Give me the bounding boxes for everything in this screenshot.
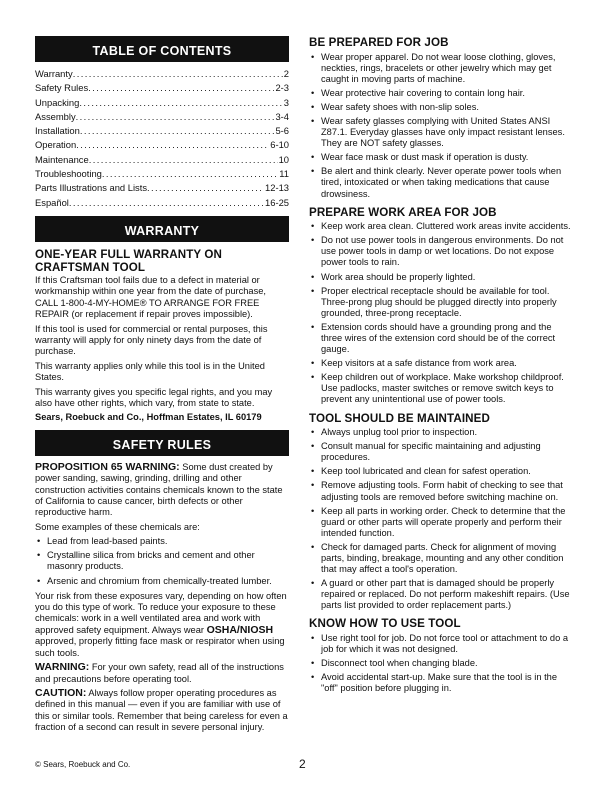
caution-text: Always follow proper operating procedures as defined in this manual — even if you are familiar with use of this or similar tools. Remember that being careless for even a fraction of a second can result in severe personal injury. bbox=[35, 687, 288, 733]
toc-label: Assembly bbox=[35, 110, 76, 122]
warning-paragraph bbox=[35, 662, 289, 685]
osha-niosh-label: OSHA/NIOSH bbox=[206, 623, 274, 636]
risk-paragraph bbox=[35, 591, 289, 659]
toc-page: 6-10 bbox=[270, 139, 289, 151]
toc-banner: TABLE OF CONTENTS bbox=[35, 36, 289, 62]
section-list bbox=[309, 221, 574, 405]
prop65-label: PROPOSITION 65 WARNING: bbox=[35, 460, 180, 473]
left-column bbox=[35, 36, 289, 737]
table-of-contents bbox=[35, 67, 289, 210]
warning-label: WARNING: bbox=[35, 661, 90, 674]
toc-leader-dots bbox=[73, 67, 283, 81]
toc-row bbox=[35, 167, 289, 181]
toc-page: 3 bbox=[283, 96, 289, 108]
warranty-banner: WARRANTY bbox=[35, 216, 289, 242]
list-item: • Always unplug tool prior to inspection. bbox=[309, 427, 574, 438]
list-item: • Remove adjusting tools. Form habit of checking to see that adjusting tools are removed before switching machine on. bbox=[309, 480, 574, 502]
safety-rules-banner: SAFETY RULES bbox=[35, 430, 289, 456]
section-heading: KNOW HOW TO USE TOOL bbox=[309, 617, 461, 631]
section-heading: TOOL SHOULD BE MAINTAINED bbox=[309, 411, 490, 425]
toc-page: 12-13 bbox=[265, 182, 289, 194]
safety-section bbox=[309, 412, 574, 612]
section-list bbox=[309, 52, 574, 200]
list-item: • Keep all parts in working order. Check to determine that the guard or other parts will operate properly and perform their intended function. bbox=[309, 506, 574, 539]
toc-label: Troubleshooting bbox=[35, 168, 102, 180]
section-heading: PREPARE WORK AREA FOR JOB bbox=[309, 205, 497, 219]
toc-label: Español bbox=[35, 196, 69, 208]
toc-leader-dots bbox=[76, 110, 275, 124]
toc-page: 10 bbox=[278, 153, 289, 165]
warning-text: For your own safety, read all of the instructions and precautions before operating tool. bbox=[35, 662, 284, 684]
toc-page: 3-4 bbox=[275, 110, 289, 122]
toc-row bbox=[35, 196, 289, 210]
section-list bbox=[309, 427, 574, 611]
safety-section bbox=[309, 617, 574, 694]
section-heading: BE PREPARED FOR JOB bbox=[309, 36, 449, 49]
safety-section bbox=[309, 206, 574, 406]
toc-page: 2 bbox=[283, 68, 289, 79]
copyright-footer: © Sears, Roebuck and Co. bbox=[35, 760, 131, 769]
toc-page: 16-25 bbox=[265, 196, 289, 208]
toc-label: Maintenance bbox=[35, 153, 89, 165]
warranty-paragraph: If this Craftsman tool fails due to a defect in material or workmanship within one year from the date of purchase, CALL 1-800-4-MY-HOME® TO ARRANGE FOR FREE REPAIR (or replacement if repair proves impossible). bbox=[35, 274, 266, 320]
safety-section bbox=[309, 36, 574, 200]
list-item: • Wear face mask or dust mask if operation is dusty. bbox=[309, 152, 574, 163]
warranty-heading: ONE-YEAR FULL WARRANTY ON CRAFTSMAN TOOL bbox=[35, 247, 222, 275]
list-item: • Keep visitors at a safe distance from work area. bbox=[309, 358, 574, 369]
caution-label: CAUTION: bbox=[35, 686, 87, 699]
chemicals-list bbox=[35, 536, 289, 586]
list-item: • Wear proper apparel. Do not wear loose clothing, gloves, neckties, rings, bracelets or other jewelry which may get caught in moving parts of machine. bbox=[309, 52, 574, 85]
list-item: • Be alert and think clearly. Never operate power tools when tired, intoxicated or when taking medications that cause drowsiness. bbox=[309, 166, 574, 199]
list-item: • Consult manual for specific maintaining and adjusting procedures. bbox=[309, 441, 574, 463]
toc-leader-dots bbox=[79, 96, 282, 110]
prop65-text: Some dust created by power sanding, sawing, grinding, drilling and other construction activities contains chemicals known to the state of California to cause cancer, birth defects or other reproductive harm. bbox=[35, 461, 283, 518]
toc-row bbox=[35, 67, 289, 81]
chemicals-intro: Some examples of these chemicals are: bbox=[35, 521, 200, 532]
toc-page: 5-6 bbox=[275, 125, 289, 137]
toc-row bbox=[35, 96, 289, 110]
toc-row bbox=[35, 124, 289, 138]
list-item: • Avoid accidental start-up. Make sure that the tool is in the "off" position before plugging in. bbox=[309, 672, 574, 694]
toc-leader-dots bbox=[102, 167, 278, 181]
toc-label: Operation bbox=[35, 139, 77, 151]
list-item: • Extension cords should have a grounding prong and the three wires of the extension cord should be of the correct gauge. bbox=[309, 322, 574, 355]
toc-label: Installation bbox=[35, 125, 80, 137]
toc-row bbox=[35, 110, 289, 124]
page-number: 2 bbox=[299, 757, 306, 771]
list-item: • Proper electrical receptacle should be available for tool. Three-prong plug should be plugged directly into properly grounded, three-prong receptacle. bbox=[309, 286, 574, 319]
toc-label: Warranty bbox=[35, 68, 73, 79]
list-item: • Do not use power tools in dangerous environments. Do not use power tools in damp or wet locations. Do not expose power tools to rain. bbox=[309, 235, 574, 268]
section-list bbox=[309, 633, 574, 694]
list-item: • Use right tool for job. Do not force tool or attachment to do a job for which it was not designed. bbox=[309, 633, 574, 655]
toc-leader-dots bbox=[76, 138, 269, 152]
toc-row bbox=[35, 181, 289, 195]
toc-label: Parts Illustrations and Lists bbox=[35, 182, 148, 194]
caution-paragraph bbox=[35, 688, 289, 734]
toc-row bbox=[35, 153, 289, 167]
list-item: • Wear safety glasses complying with United States ANSI Z87.1. Everyday glasses have only impact resistant lenses. They are NOT safety glasses. bbox=[309, 116, 574, 149]
toc-label: Safety Rules bbox=[35, 82, 89, 94]
risk-text: Your risk from these exposures vary, depending on how often you do this type of work. To reduce your exposure to these chemicals: work in a well ventilated area and work with approved safety equipment. Always wear bbox=[35, 590, 287, 635]
toc-label: Unpacking bbox=[35, 96, 80, 108]
chemical-item: • Crystalline silica from bricks and cement and other masonry products. bbox=[35, 550, 289, 572]
toc-leader-dots bbox=[80, 124, 275, 138]
list-item: • Keep work area clean. Cluttered work areas invite accidents. bbox=[309, 221, 574, 232]
toc-page: 2-3 bbox=[275, 82, 289, 94]
toc-leader-dots bbox=[69, 196, 264, 210]
toc-leader-dots bbox=[88, 81, 274, 95]
warranty-address: Sears, Roebuck and Co., Hoffman Estates, IL 60179 bbox=[35, 412, 262, 423]
toc-row bbox=[35, 138, 289, 152]
list-item: • Keep tool lubricated and clean for safest operation. bbox=[309, 466, 574, 477]
list-item: • Keep children out of workplace. Make workshop childproof. Use padlocks, master switches or remove switch keys to prevent any unintentional use of power tools. bbox=[309, 372, 574, 405]
list-item: • A guard or other part that is damaged should be properly repaired or replaced. Do not perform makeshift repairs. (Use parts list provided to order replacement parts.) bbox=[309, 578, 574, 611]
list-item: • Work area should be properly lighted. bbox=[309, 272, 574, 283]
toc-leader-dots bbox=[89, 153, 278, 167]
toc-row bbox=[35, 81, 289, 95]
warranty-paragraph: This warranty gives you specific legal rights, and you may also have other rights, which vary, from state to state. bbox=[35, 386, 273, 409]
list-item: • Wear protective hair covering to contain long hair. bbox=[309, 88, 574, 99]
risk-tail: approved, properly fitting face mask or respirator when using such tools. bbox=[35, 636, 285, 658]
chemical-item: • Lead from lead-based paints. bbox=[35, 536, 289, 547]
right-column bbox=[309, 36, 574, 700]
warranty-paragraph: If this tool is used for commercial or rental purposes, this warranty will apply for only ninety days from the date of purchase. bbox=[35, 323, 268, 357]
list-item: • Check for damaged parts. Check for alignment of moving parts, binding, breakage, mounting and any other condition that may affect a tool's operation. bbox=[309, 542, 574, 575]
chemical-item: • Arsenic and chromium from chemically-treated lumber. bbox=[35, 576, 289, 587]
list-item: • Wear safety shoes with non-slip soles. bbox=[309, 102, 574, 113]
prop65-paragraph bbox=[35, 462, 289, 519]
toc-page: 11 bbox=[279, 168, 289, 180]
warranty-paragraph: This warranty applies only while this tool is in the United States. bbox=[35, 360, 265, 383]
list-item: • Disconnect tool when changing blade. bbox=[309, 658, 574, 669]
toc-leader-dots bbox=[147, 181, 264, 195]
